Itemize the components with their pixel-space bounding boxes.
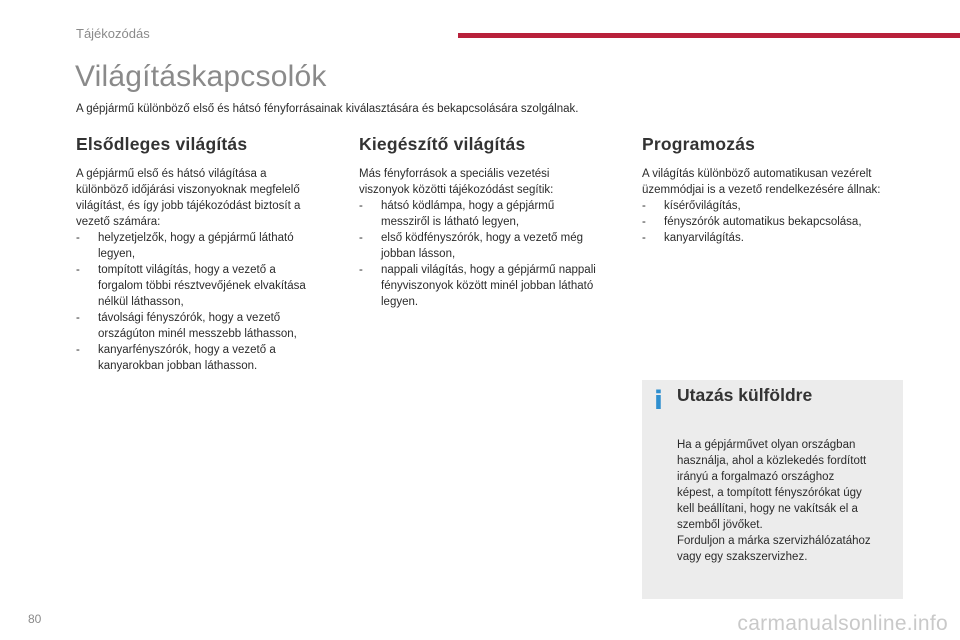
watermark: carmanualsonline.info — [737, 612, 948, 635]
list-item: - távolsági fényszórók, hogy a vezető országúton minél messzebb láthasson, — [76, 312, 297, 340]
column-primary-lighting — [76, 134, 338, 374]
bullet-list — [642, 198, 904, 246]
list-item: - fényszórók automatikus bekapcsolása, — [642, 216, 862, 228]
column-programming — [642, 134, 904, 246]
list-item: - első ködfényszórók, hogy a vezető még jobban lásson, — [359, 232, 584, 260]
list-item: - helyzetjelzők, hogy a gépjármű látható legyen, — [76, 232, 294, 260]
section-label: Tájékozódás — [76, 26, 150, 41]
info-box-heading: Utazás külföldre — [677, 385, 813, 405]
info-box-text: Ha a gépjárművet olyan országban használja, ahol a közlekedés fordított irányú a forgalmazó országhoz képest, a tompított fényszórókat úgy kell beállítani, hogy ne vakítsák el a szemből jövőket. Forduljon a márka szervizhálózatához vagy egy szakszervizhez. — [677, 439, 871, 563]
column-paragraph: Más fényforrások a speciális vezetési viszonyok közötti tájékozódást segítik: — [359, 168, 554, 196]
list-item: - tompított világítás, hogy a vezető a forgalom többi résztvevőjének elvakítása nélkül láthasson, — [76, 264, 306, 308]
column-paragraph: A gépjármű első és hátsó világítása a különböző időjárási viszonyoknak megfelelő világítást, és így jobb tájékozódást biztosít a vezető számára: — [76, 168, 301, 228]
column-heading: Kiegészítő világítás — [359, 134, 526, 154]
bullet-list — [359, 198, 621, 310]
list-item: - kísérővilágítás, — [642, 200, 741, 212]
list-item: - nappali világítás, hogy a gépjármű nappali fényviszonyok között minél jobban látható legyen. — [359, 264, 596, 308]
header-accent-rule — [458, 33, 960, 38]
page-title: Világításkapcsolók — [75, 60, 327, 93]
list-item: - kanyarvilágítás. — [642, 232, 744, 244]
list-item: - hátsó ködlámpa, hogy a gépjármű messziről is látható legyen, — [359, 200, 555, 228]
list-item: - kanyarfényszórók, hogy a vezető a kanyarokban jobban láthasson. — [76, 344, 276, 372]
column-additional-lighting — [359, 134, 621, 310]
info-box — [642, 380, 903, 599]
intro-text: A gépjármű különböző első és hátsó fényforrásainak kiválasztására és bekapcsolására szolgálnak. — [76, 103, 579, 115]
column-paragraph: A világítás különböző automatikusan vezérelt üzemmódjai is a vezető rendelkezésére állnak: — [642, 168, 881, 196]
bullet-list — [76, 230, 338, 374]
page-number: 80 — [28, 612, 42, 626]
info-icon: i — [654, 386, 663, 416]
column-heading: Programozás — [642, 134, 756, 154]
column-heading: Elsődleges világítás — [76, 134, 248, 154]
